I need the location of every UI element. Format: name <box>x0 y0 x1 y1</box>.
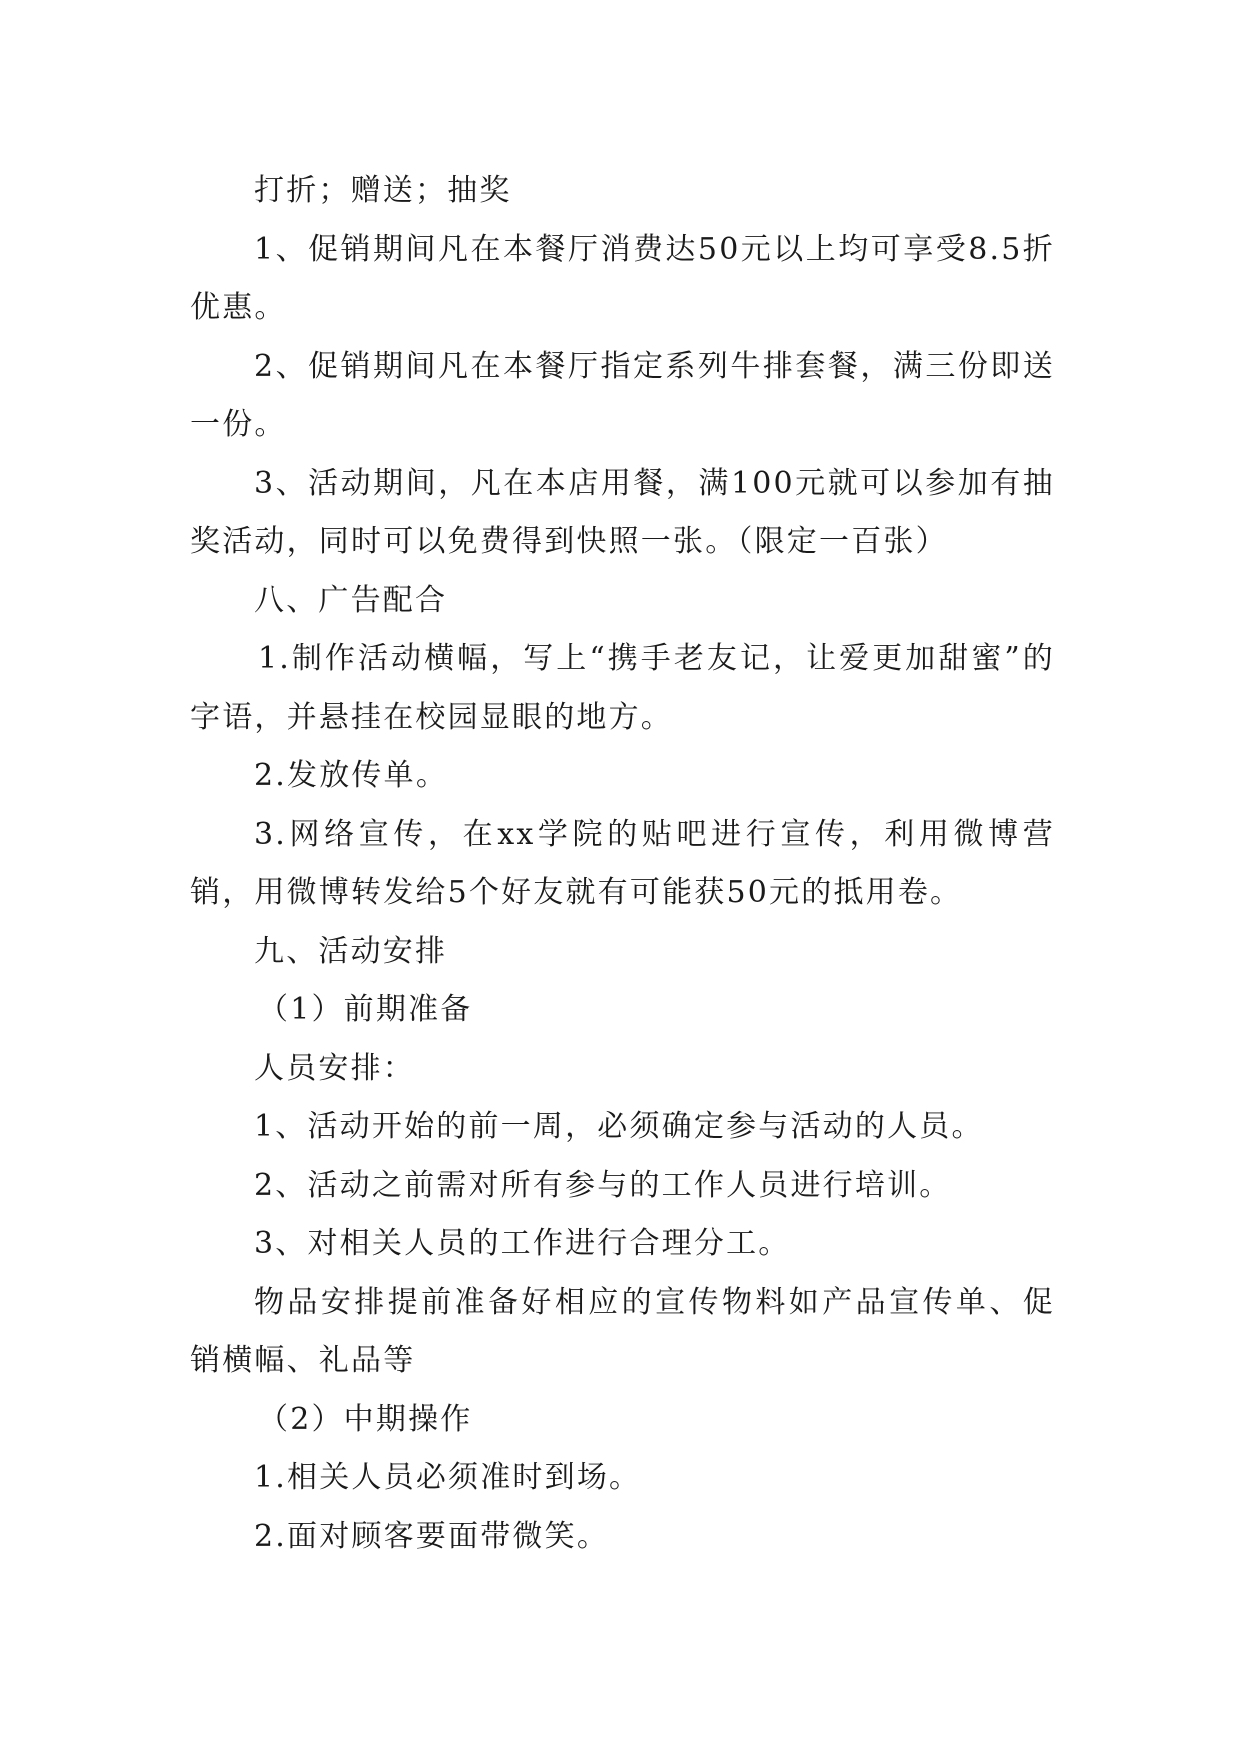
paragraph-operation-2: 2.面对顾客要面带微笑。 <box>254 1518 610 1554</box>
subheading-operation: （2）中期操作 <box>258 1401 473 1437</box>
paragraph-staffing-label: 人员安排： <box>254 1050 415 1086</box>
paragraph-promo-discount: 1、促销期间凡在本餐厅消费达50元以上均可享受8.5折优惠。 <box>190 231 1055 325</box>
section-heading-schedule: 九、活动安排 <box>254 933 448 969</box>
paragraph-ad-banner: 1.制作活动横幅，写上“携手老友记，让爱更加甜蜜”的字语，并悬挂在校园显眼的地方。 <box>190 641 1055 735</box>
paragraph-ad-online: 3.网络宣传，在xx学院的贴吧进行宣传，利用微博营销，用微博转发给5个好友就有可能获50元的抵用卷。 <box>190 816 1055 910</box>
paragraph-staffing-2: 2、活动之前需对所有参与的工作人员进行培训。 <box>254 1167 952 1203</box>
paragraph-operation-1: 1.相关人员必须准时到场。 <box>254 1460 642 1495</box>
paragraph-promo-steak: 2、促销期间凡在本餐厅指定系列牛排套餐，满三份即送一份。 <box>190 348 1055 442</box>
section-heading-advertising: 八、广告配合 <box>254 582 448 618</box>
document-body <box>190 162 1055 1566</box>
paragraph-staffing-1: 1、活动开始的前一周，必须确定参与活动的人员。 <box>254 1109 984 1144</box>
paragraph-ad-flyers: 2.发放传单。 <box>254 758 449 793</box>
subheading-preparation: （1）前期准备 <box>258 992 473 1027</box>
paragraph-promo-types: 打折；赠送；抽奖 <box>254 173 512 208</box>
paragraph-materials: 物品安排提前准备好相应的宣传物料如产品宣传单、促销横幅、礼品等 <box>190 1284 1055 1378</box>
paragraph-promo-lottery: 3、活动期间，凡在本店用餐，满100元就可以参加有抽奖活动，同时可以免费得到快照一张。（限定一百张） <box>190 465 1055 559</box>
paragraph-staffing-3: 3、对相关人员的工作进行合理分工。 <box>254 1226 791 1261</box>
